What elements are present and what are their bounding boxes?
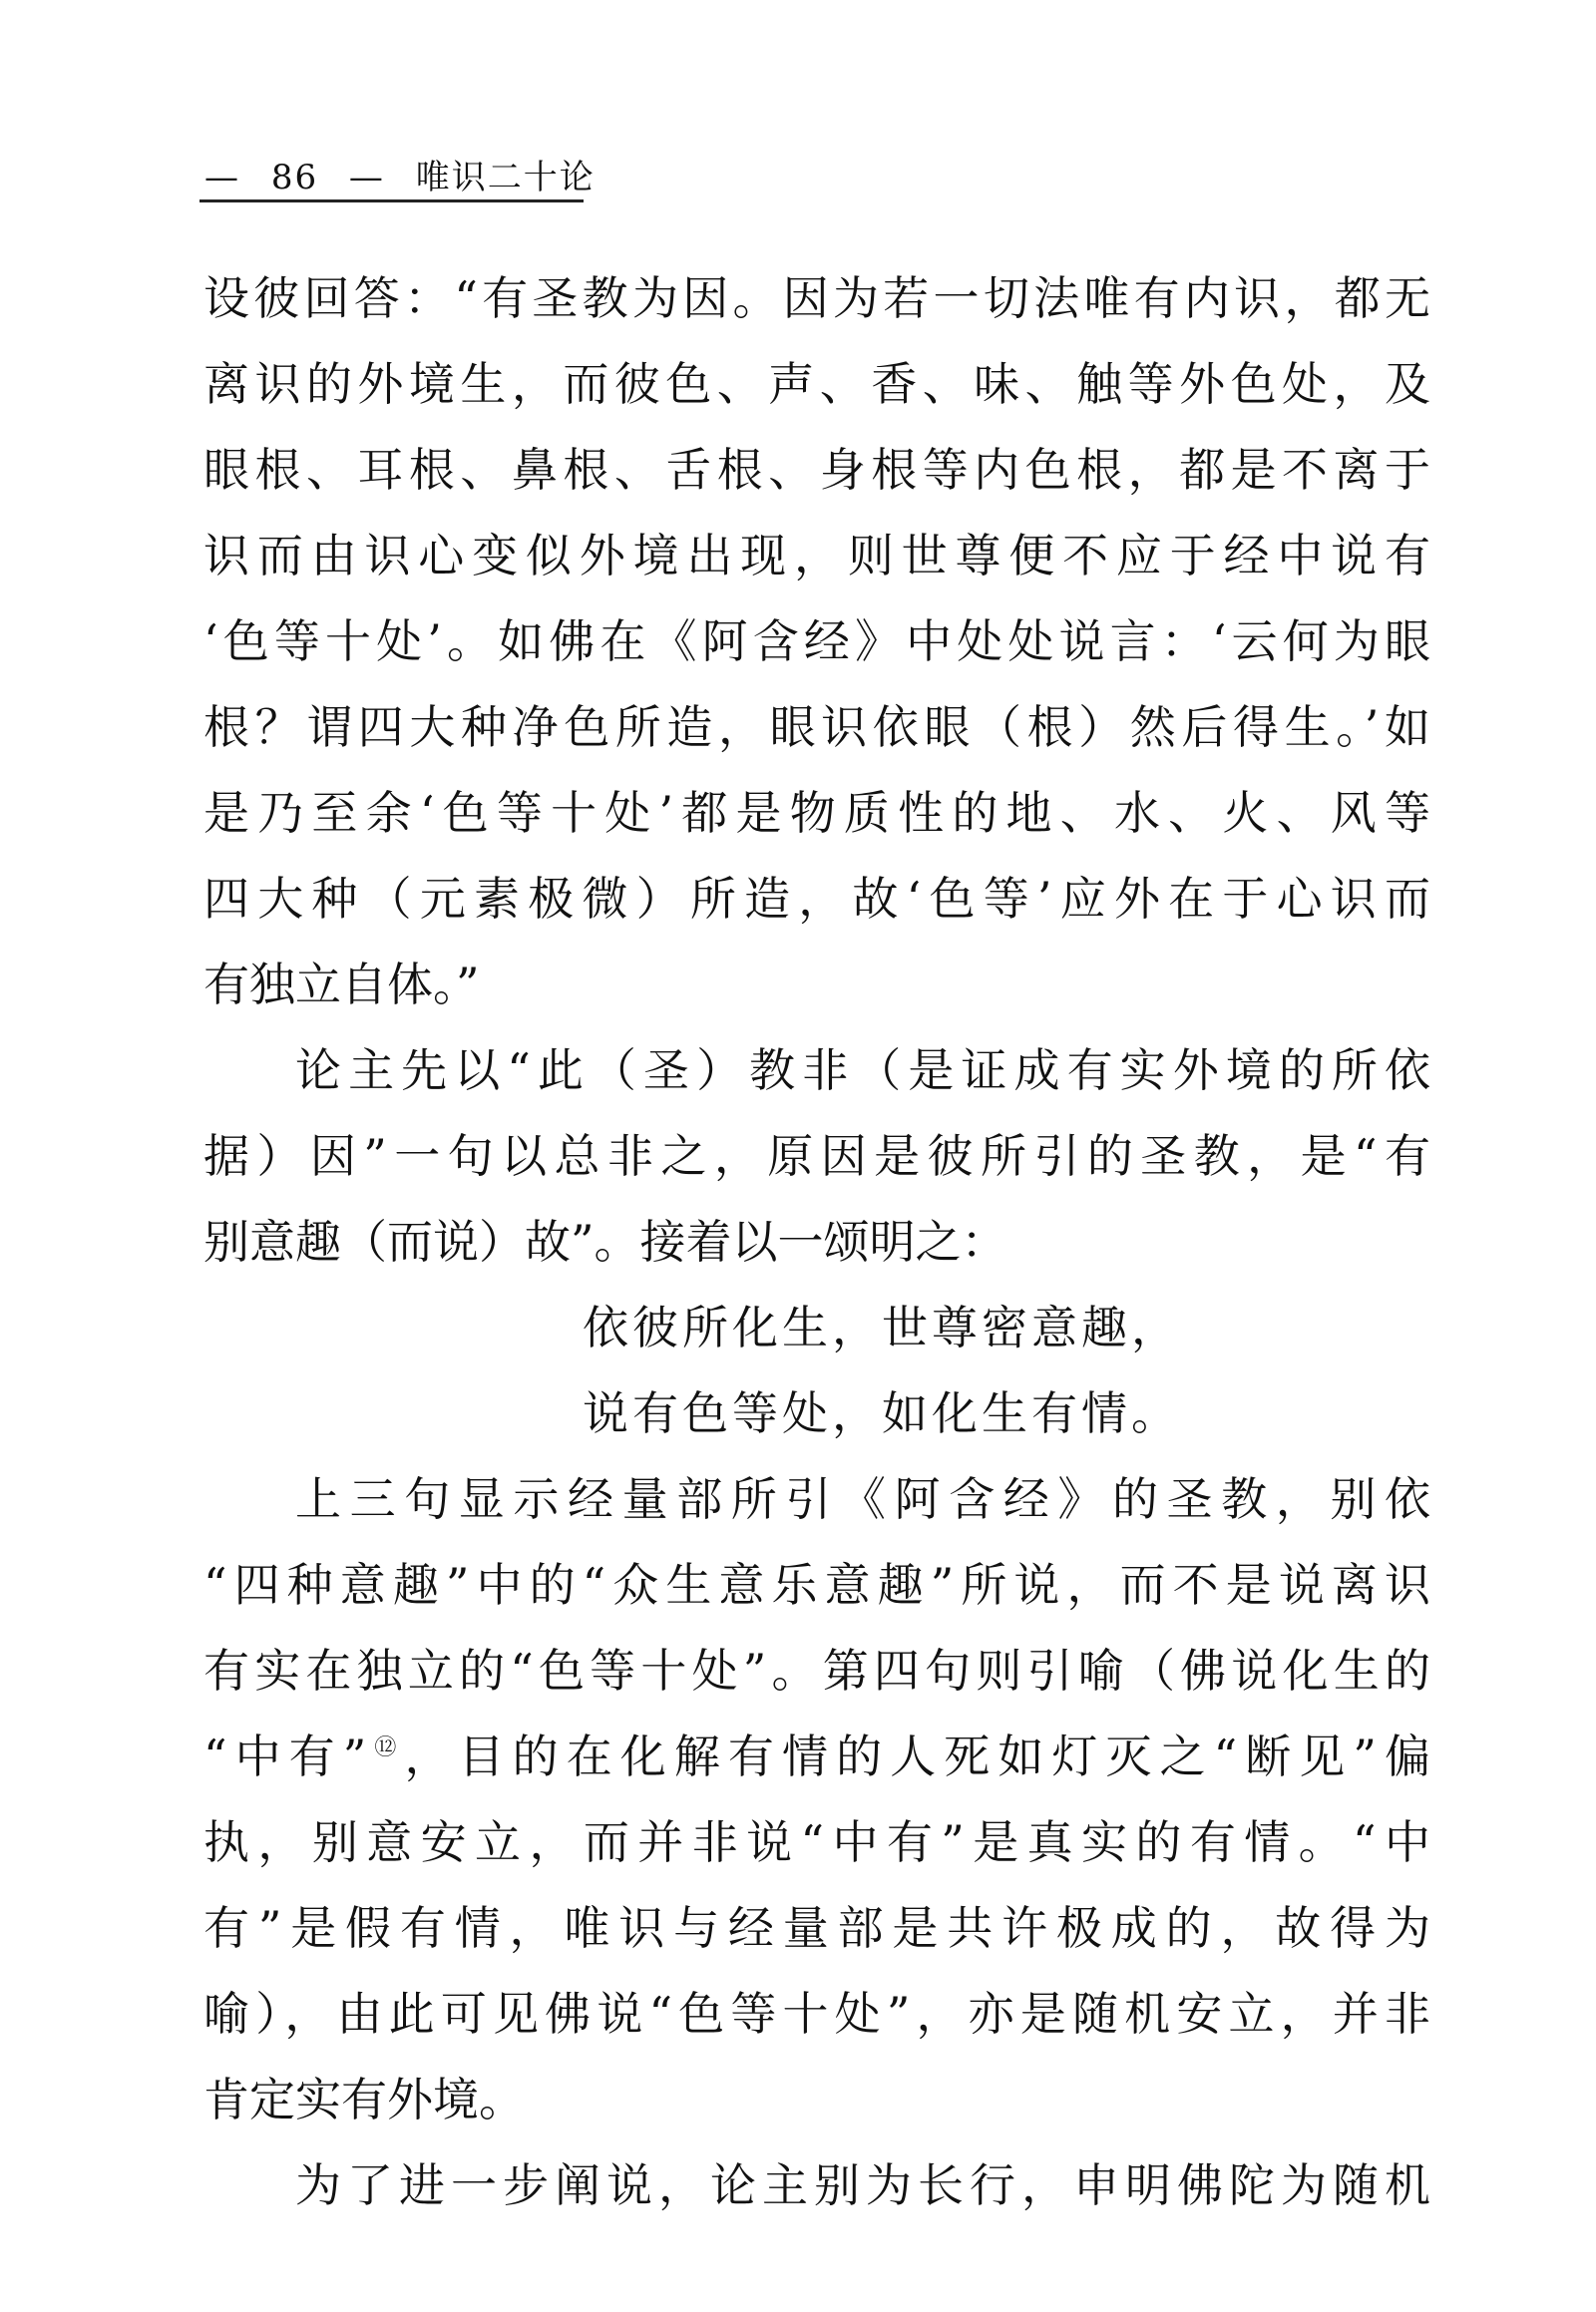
text-line: 执，别意安立，而并非说“中有”是真实的有情。“中 [203,1815,1430,1869]
book-title: 唯识二十论 [415,158,596,197]
paragraph-start: 为了进一步阐说，论主别为长行，申明佛陀为随机 [295,2158,1430,2212]
text-line: 有独立自体。” [203,958,480,1011]
text-line: 离识的外境生，而彼色、声、香、味、触等外色处，及 [203,357,1430,411]
footnote-reference[interactable]: ⑫ [366,1735,405,1760]
text-line: 是乃至余‘色等十处’都是物质性的地、水、火、风等 [203,786,1430,840]
text-line: 设彼回答：“有圣教为因。因为若一切法唯有内识，都无 [203,271,1430,325]
text-line: “四种意趣”中的“众生意乐意趣”所说，而不是说离识 [203,1558,1430,1612]
header-dash-right: — [348,158,385,197]
text-line: 有实在独立的“色等十处”。第四句则引喻（佛说化生的 [203,1644,1430,1698]
text-line-with-footnote [203,1714,1430,1799]
line-prefix: “中有” [203,1730,367,1783]
running-header [204,150,613,198]
line-rest: ，目的在化解有情的人死如灯灭之“断见”偏 [404,1730,1430,1783]
verse-line: 说有色等处，如化生有情。 [583,1386,1181,1440]
text-line: 识而由识心变似外境出现，则世尊便不应于经中说有 [203,529,1430,582]
text-line: 据）因”一句以总非之，原因是彼所引的圣教，是“有 [203,1129,1430,1183]
text-line: 有”是假有情，唯识与经量部是共许极成的，故得为 [203,1901,1430,1955]
text-line: 眼根、耳根、鼻根、舌根、身根等内色根，都是不离于 [203,443,1430,497]
header-rule [200,199,584,202]
text-line: 喻），由此可见佛说“色等十处”，亦是随机安立，并非 [203,1987,1430,2041]
text-line: 肯定实有外境。 [203,2073,525,2126]
text-line: 四大种（元素极微）所造，故‘色等’应外在于心识而 [203,872,1430,926]
text-line: ‘色等十处’。如佛在《阿含经》中处处说言：‘云何为眼 [203,614,1430,668]
header-dash-left: — [204,158,240,197]
verse-line: 依彼所化生，世尊密意趣， [583,1301,1181,1354]
paragraph-start: 上三句显示经量部所引《阿含经》的圣教，别依 [295,1472,1430,1526]
text-line: 根？谓四大种净色所造，眼识依眼（根）然后得生。’如 [203,700,1430,754]
body-text [203,255,1430,2228]
paragraph-start: 论主先以“此（圣）教非（是证成有实外境的所依 [295,1043,1430,1097]
text-line: 别意趣（而说）故”。接着以一颂明之： [203,1215,1007,1269]
page-number: 86 [270,158,319,197]
